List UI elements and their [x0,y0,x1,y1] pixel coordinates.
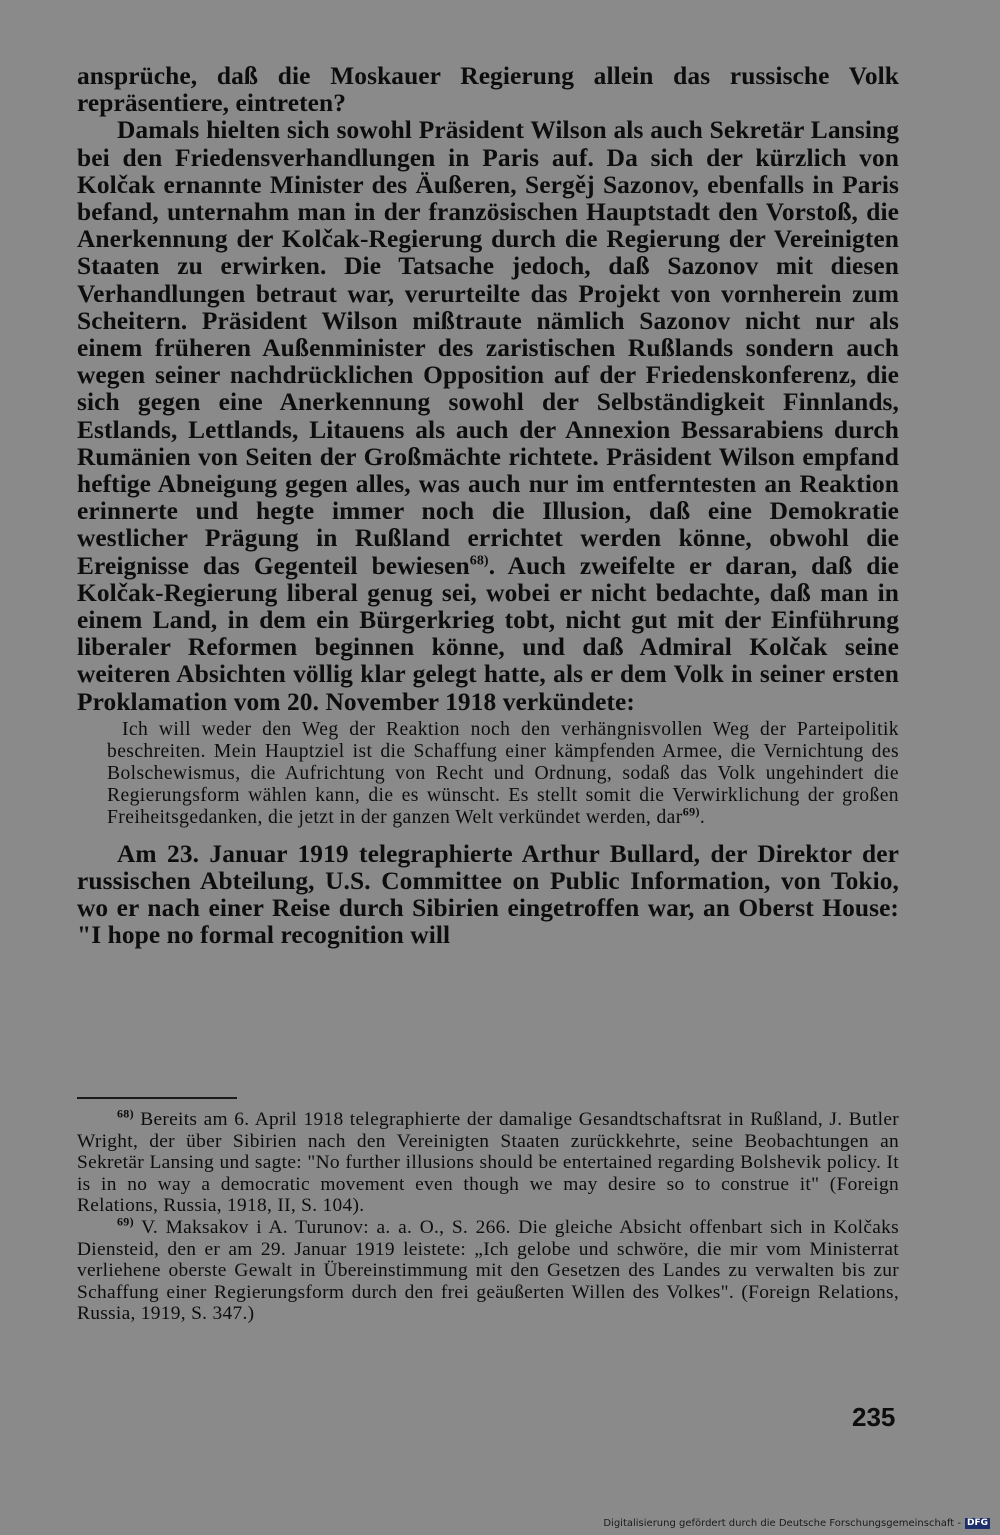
footnote-68-mark: 68) [117,1106,134,1121]
paragraph-bullard: Am 23. Januar 1919 telegraphierte Arthur Bullard, der Direktor der russischen Abteilung, U.S. Committee on Public Information, von Tokio, wo er nach einer Reise durch Sibirien eingetroffen war, an Oberst House: "I hope no formal recognition will [77,839,899,950]
footnote-69-text: V. Maksakov i A. Turunov: a. a. O., S. 266. Die gleiche Absicht offenbart sich in Kolčaks Diensteid, den er am 29. Januar 1919 leistete: „Ich gelobe und schwöre, die mir vom Ministerrat verliehene oberste Gewalt in Übereinstimmung mit den Gesetzen des Landes zu verwalten bis zur Schaffung einer Regierungsform durch den frei geäußerten Willen des Volkes". (Foreign Relations, Russia, 1919, S. 347.) [77,1216,899,1325]
main-text [77,63,899,950]
paragraph-wilson [77,117,899,715]
footnote-68-text: Bereits am 6. April 1918 telegraphierte der damalige Gesandtschaftsrat in Rußland, J. Butler Wright, der über Sibirien nach den Vereinigten Staaten zurückkehrte, seine Beobachtungen an Sekretär Lansing und sagte: "No further illusions should be entertained regarding Bolshevik policy. It is in no way a democratic movement even though we may desire so to construe it" (Foreign Relations, Russia, 1918, II, S. 104). [77,1109,899,1217]
paragraph-wilson-part-b: . Auch zweifelte er daran, daß die Kolčak-Regierung liberal genug sei, wobei er nicht bedachte, daß man in einem Land, in dem ein Bürgerkrieg tobt, nicht gut mit der Einführung liberaler Reformen beginnen könne, und daß Admiral Kolčak seine weiteren Absichten völlig klar gelegt hatte, als er dem Volk in seiner ersten Proklamation vom 20. November 1918 verkündete: [77,551,899,716]
footnote-69 [77,1214,899,1325]
paragraph-continuation: ansprüche, daß die Moskauer Regierung allein das russische Volk repräsentiere, eintreten? [77,62,899,118]
footnote-69-mark: 69) [117,1214,134,1229]
footnote-ref-68[interactable]: 68) [469,553,489,569]
page-number: 235 [852,1402,896,1432]
block-quote-end: . [699,806,706,828]
block-quote [107,719,899,829]
block-quote-text: Ich will weder den Weg der Reaktion noch den verhängnisvollen Weg der Parteipolitik beschreiten. Mein Hauptziel ist die Schaffung einer kämpfenden Armee, die Vernichtung des Bolschewismus, die Aufrichtung von Recht und Ordnung, sodaß das Volk ungehindert die Regierungsform wählen kann, die es wünscht. Es stellt somit die Verwirklichung der großen Freiheitsgedanken, die jetzt in der ganzen Welt verkündet werden, dar [107,718,899,828]
paragraph-wilson-part-a: Damals hielten sich sowohl Präsident Wilson als auch Sekretär Lansing bei den Friedensverhandlungen in Paris auf. Da sich der kürzlich von Kolčak ernannte Minister des Äußeren, Sergěj Sazonov, ebenfalls in Paris befand, unternahm man in der französischen Hauptstadt den Vorstoß, die Anerkennung der Kolčak-Regierung durch die Regierung der Vereinigten Staaten zu erwirken. Die Tatsache jedoch, daß Sazonov mit diesen Verhandlungen betraut war, verurteilte das Projekt von vornherein zum Scheitern. Präsident Wilson mißtraute nämlich Sazonov nicht nur als einem früheren Außenminister des zaristischen Rußlands sondern auch wegen seiner nachdrücklichen Opposition auf der Friedenskonferenz, die sich gegen eine Anerkennung sowohl der Selbständigkeit Finnlands, Estlands, Lettlands, Litauens als auch der Annexion Bessarabiens durch Rumänien von Seiten der Großmächte richtete. Präsident Wilson empfand heftige Abneigung gegen alles, was auch nur im entferntesten an Reaktion erinnerte und hegte immer noch die Illusion, daß eine Demokratie westlicher Prägung in Rußland errichtet werden könne, obwohl die Ereignisse das Gegenteil bewiesen [77,116,899,580]
dfg-logo-icon: DFG [966,1518,988,1528]
footnotes [77,1106,899,1325]
digitization-credit [603,1518,990,1529]
footnote-divider [77,1097,237,1099]
footnote-ref-69[interactable]: 69) [682,804,700,819]
footnote-68 [77,1106,899,1217]
credit-text: Digitalisierung gefördert durch die Deutsche Forschungsgemeinschaft - [603,1518,961,1529]
